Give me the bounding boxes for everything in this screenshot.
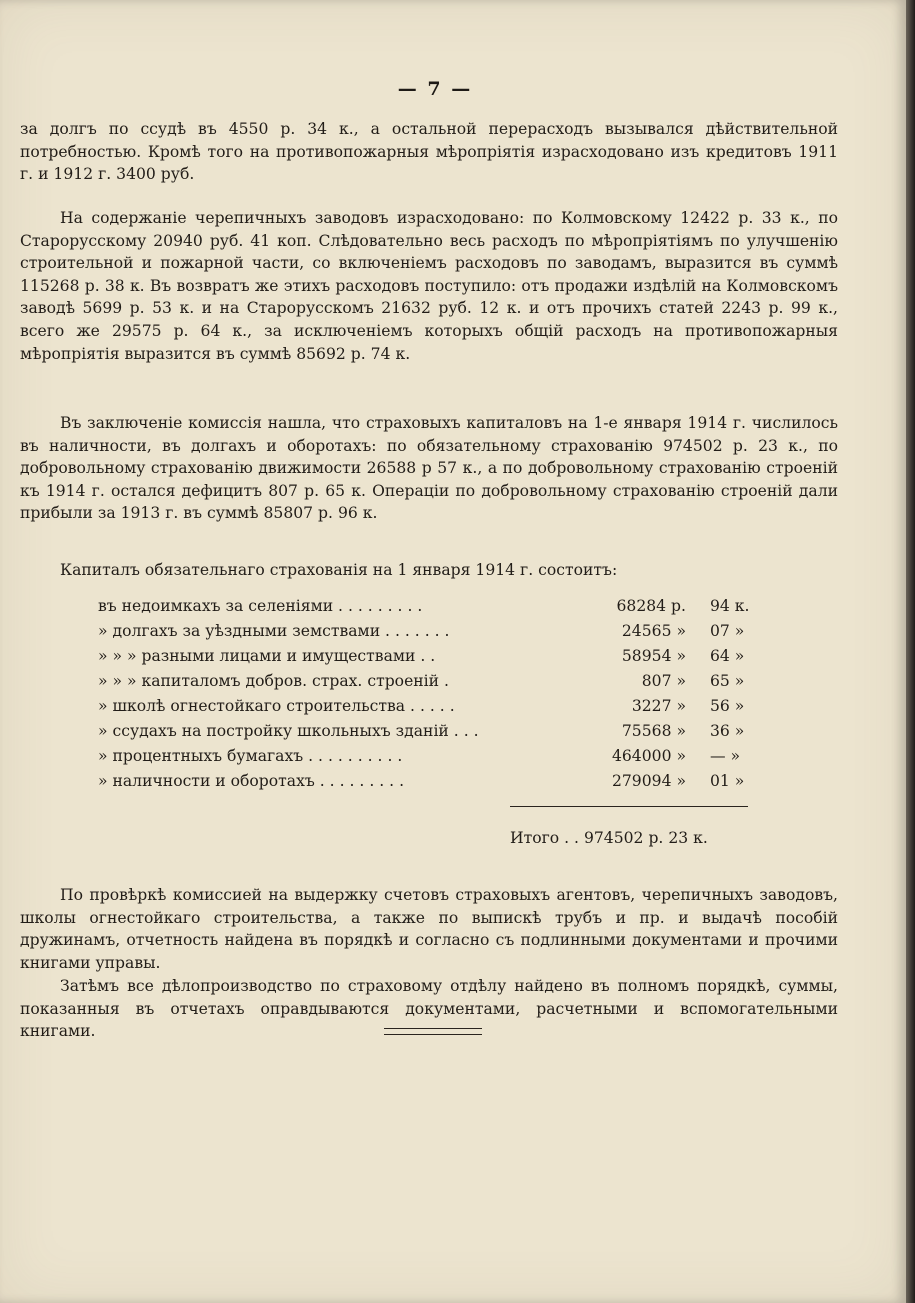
table-row [98, 672, 778, 697]
row-rubles: 807 » [641, 672, 686, 690]
table-row [98, 647, 778, 672]
row-kopecks: 36 » [710, 722, 745, 740]
table-row [98, 697, 778, 722]
page-edge-shadow [906, 0, 915, 1303]
row-label: » процентныхъ бумагахъ . . . . . . . . . . [98, 747, 403, 765]
row-rubles: 75568 » [621, 722, 686, 740]
table-row [98, 597, 778, 622]
row-label: » школѣ огнестойкаго строительства . . . . . [98, 697, 455, 715]
paragraph-4: По провѣркѣ комиссией на выдержку счетовъ страховыхъ агентовъ, черепичныхъ заводовъ, школы огнестойкаго строительства, а также по выпискѣ трубъ и пр. и выдачѣ пособій дружинамъ, отчетность найдена въ порядкѣ и согласно съ подлинными документами и прочими книгами управы. [20, 886, 838, 972]
row-kopecks: 94 к. [710, 597, 750, 615]
row-label: въ недоимкахъ за селеніями . . . . . . . . . [98, 597, 423, 615]
table-row [98, 722, 778, 747]
page-number: — 7 — [397, 78, 473, 100]
row-kopecks: 07 » [710, 622, 745, 640]
row-label: » долгахъ за уѣздными земствами . . . . . . . [98, 622, 450, 640]
total-line: Итого . . 974502 р. 23 к. [510, 829, 708, 847]
table-row [98, 622, 778, 647]
row-kopecks: 56 » [710, 697, 745, 715]
row-rubles: 68284 р. [616, 597, 686, 615]
capital-table [98, 597, 778, 797]
table-caption: Капиталъ обязательнаго страхованія на 1 января 1914 г. состоитъ: [60, 561, 618, 579]
row-label: » » » капиталомъ добров. страх. строеній . [98, 672, 449, 690]
row-rubles: 3227 » [631, 697, 686, 715]
row-rubles: 464000 » [611, 747, 686, 765]
paragraph-5: Затѣмъ все дѣлопроизводство по страховому отдѣлу найдено въ полномъ порядкѣ, суммы, показанныя въ отчетахъ оправдываются документами, расчетными и вспомогательными книгами. [20, 977, 838, 1041]
paragraph-3: Въ заключеніе комиссія нашла, что страховыхъ капиталовъ на 1-е января 1914 г. числилось въ наличности, въ долгахъ и оборотахъ: по обязательному страхованію 974502 р. 23 к., по добровольному страхованію движимости 26588 р 57 к., а по добровольному страхованію строеній къ 1914 г. остался дефицитъ 807 р. 65 к. Операціи по добровольному страхованію строеній дали прибыли за 1913 г. въ суммѣ 85807 р. 96 к. [20, 414, 838, 523]
row-label: » ссудахъ на постройку школьныхъ зданій . . . [98, 722, 479, 740]
row-rubles: 58954 » [621, 647, 686, 665]
row-kopecks: — » [710, 747, 741, 765]
table-row [98, 747, 778, 772]
row-rubles: 279094 » [611, 772, 686, 790]
row-kopecks: 65 » [710, 672, 745, 690]
row-kopecks: 64 » [710, 647, 745, 665]
row-rubles: 24565 » [621, 622, 686, 640]
paragraph-2: На содержаніе черепичныхъ заводовъ израсходовано: по Колмовскому 12422 р. 33 к., по Старорусскому 20940 руб. 41 коп. Слѣдовательно весь расходъ по мѣропріятіямъ по улучшенію строительной и пожарной части, со включеніемъ расходовъ по заводамъ, выразится въ суммѣ 115268 р. 38 к. Въ возвратъ же этихъ расходовъ поступило: отъ продажи издѣлій на Колмовскомъ заводѣ 5699 р. 53 к. и на Старорусскомъ 21632 руб. 12 к. и отъ прочихъ статей 2243 р. 99 к., всего же 29575 р. 64 к., за исключеніемъ которыхъ общій расходъ на противопожарныя мѣропріятія выразится въ суммѣ 85692 р. 74 к. [20, 209, 838, 363]
sum-rule [510, 806, 748, 807]
row-label: » » » разными лицами и имуществами . . [98, 647, 436, 665]
row-kopecks: 01 » [710, 772, 745, 790]
row-label: » наличности и оборотахъ . . . . . . . . . [98, 772, 405, 790]
paragraph-1: за долгъ по ссудѣ въ 4550 р. 34 к., а остальной перерасходъ вызывался дѣйствительной потребностью. Кромѣ того на противопожарныя мѣропріятія израсходовано изъ кредитовъ 1911 г. и 1912 г. 3400 руб. [20, 120, 838, 184]
table-row [98, 772, 778, 797]
closing-ornament-rule [384, 1028, 482, 1035]
